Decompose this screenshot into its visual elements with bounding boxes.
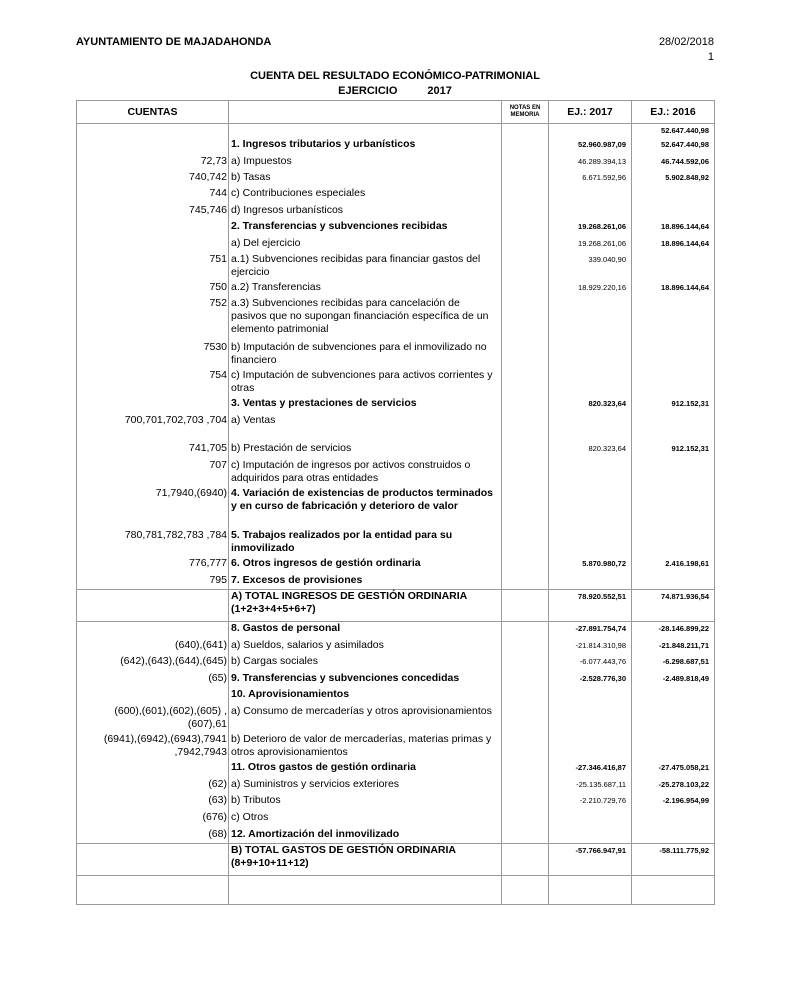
account-code: (68) xyxy=(77,828,229,844)
value-2017: 6.671.592,96 xyxy=(549,171,632,187)
account-code: 745,746 xyxy=(77,204,229,220)
table-row xyxy=(77,761,715,778)
account-code: 750 xyxy=(77,281,229,297)
table-row xyxy=(77,590,715,622)
value-2017: 5.870.980,72 xyxy=(549,557,632,574)
account-code: 72,73 xyxy=(77,155,229,171)
line-description: a) Sueldos, salarios y asimilados xyxy=(229,639,502,655)
value-2016: -2.489.818,49 xyxy=(632,672,715,688)
notes-cell xyxy=(502,155,549,171)
value-2016 xyxy=(632,459,715,487)
table-row xyxy=(77,672,715,688)
notes-cell xyxy=(502,876,549,905)
notes-cell xyxy=(502,672,549,688)
table-row xyxy=(77,414,715,442)
value-2017 xyxy=(549,414,632,442)
table-row xyxy=(77,733,715,761)
value-2017: 820.323,64 xyxy=(549,442,632,459)
value-2017: 46.289.394,13 xyxy=(549,155,632,171)
value-2017 xyxy=(549,574,632,590)
line-description: A) TOTAL INGRESOS DE GESTIÓN ORDINARIA (1+2+3+4+5+6+7) xyxy=(229,590,502,622)
notes-cell xyxy=(502,369,549,397)
account-code: 700,701,702,703 ,704 xyxy=(77,414,229,442)
value-2016: 912.152,31 xyxy=(632,397,715,414)
notes-cell xyxy=(502,733,549,761)
notes-cell xyxy=(502,237,549,253)
line-description: b) Cargas sociales xyxy=(229,655,502,672)
value-2017 xyxy=(549,124,632,138)
notes-cell xyxy=(502,639,549,655)
table-row xyxy=(77,794,715,811)
table-row xyxy=(77,204,715,220)
notes-cell xyxy=(502,414,549,442)
value-2016: -27.475.058,21 xyxy=(632,761,715,778)
value-2017: 78.920.552,51 xyxy=(549,590,632,622)
report-date: 28/02/2018 xyxy=(658,36,714,48)
value-2016 xyxy=(632,811,715,828)
report-subtitle xyxy=(76,85,714,97)
notes-cell xyxy=(502,705,549,733)
value-2017: 18.929.220,16 xyxy=(549,281,632,297)
value-2017: 19.268.261,06 xyxy=(549,237,632,253)
value-2017: -2.210.729,76 xyxy=(549,794,632,811)
notes-cell xyxy=(502,794,549,811)
value-2017 xyxy=(549,705,632,733)
line-description: 1. Ingresos tributarios y urbanísticos xyxy=(229,138,502,155)
account-code: 751 xyxy=(77,253,229,281)
value-2016: -6.298.687,51 xyxy=(632,655,715,672)
result-table xyxy=(76,100,715,905)
value-2016 xyxy=(632,414,715,442)
account-code: 776,777 xyxy=(77,557,229,574)
table-row xyxy=(77,187,715,204)
table-row xyxy=(77,529,715,557)
table-row xyxy=(77,442,715,459)
value-2016: -58.111.775,92 xyxy=(632,844,715,876)
table-row xyxy=(77,622,715,639)
table-row xyxy=(77,557,715,574)
table-row xyxy=(77,171,715,187)
notes-cell xyxy=(502,397,549,414)
value-2016 xyxy=(632,574,715,590)
line-description: 3. Ventas y prestaciones de servicios xyxy=(229,397,502,414)
notes-cell xyxy=(502,828,549,844)
value-2016: 2.416.198,61 xyxy=(632,557,715,574)
value-2017 xyxy=(549,297,632,341)
table-row xyxy=(77,341,715,369)
value-2017: -6.077.443,76 xyxy=(549,655,632,672)
line-description: c) Contribuciones especiales xyxy=(229,187,502,204)
value-2016 xyxy=(632,369,715,397)
value-2017 xyxy=(549,733,632,761)
notes-cell xyxy=(502,459,549,487)
table-row xyxy=(77,811,715,828)
value-2016 xyxy=(632,187,715,204)
line-description: b) Tributos xyxy=(229,794,502,811)
line-description: b) Tasas xyxy=(229,171,502,187)
value-2017 xyxy=(549,529,632,557)
value-2016: 18.896.144,64 xyxy=(632,281,715,297)
account-code xyxy=(77,220,229,237)
table-row xyxy=(77,639,715,655)
table-row xyxy=(77,297,715,341)
table-row xyxy=(77,253,715,281)
line-description xyxy=(229,124,502,138)
account-code: 71,7940,(6940) xyxy=(77,487,229,529)
account-code: 744 xyxy=(77,187,229,204)
value-2017: -27.346.416,87 xyxy=(549,761,632,778)
value-2016 xyxy=(632,828,715,844)
table-row xyxy=(77,459,715,487)
value-2016: 46.744.592,06 xyxy=(632,155,715,171)
table-row xyxy=(77,369,715,397)
column-header-notas: NOTAS EN MEMORIA xyxy=(502,101,549,124)
line-description: 11. Otros gastos de gestión ordinaria xyxy=(229,761,502,778)
value-2017: -2.528.776,30 xyxy=(549,672,632,688)
line-description: a.1) Subvenciones recibidas para financiar gastos del ejercicio xyxy=(229,253,502,281)
line-description: a) Impuestos xyxy=(229,155,502,171)
table-row xyxy=(77,778,715,794)
notes-cell xyxy=(502,844,549,876)
line-description: 5. Trabajos realizados por la entidad para su inmovilizado xyxy=(229,529,502,557)
account-code xyxy=(77,124,229,138)
line-description: d) Ingresos urbanísticos xyxy=(229,204,502,220)
account-code xyxy=(77,590,229,622)
value-2016 xyxy=(632,253,715,281)
line-description: 7. Excesos de provisiones xyxy=(229,574,502,590)
account-code: (62) xyxy=(77,778,229,794)
line-description: a.3) Subvenciones recibidas para cancelación de pasivos que no supongan financiación específica de un elemento patrimonial xyxy=(229,297,502,341)
table-row xyxy=(77,876,715,905)
notes-cell xyxy=(502,778,549,794)
line-description: b) Prestación de servicios xyxy=(229,442,502,459)
report-title: CUENTA DEL RESULTADO ECONÓMICO-PATRIMONIAL xyxy=(250,70,540,82)
table-row xyxy=(77,574,715,590)
table-row xyxy=(77,138,715,155)
notes-cell xyxy=(502,761,549,778)
value-2016 xyxy=(632,705,715,733)
value-2017: -57.766.947,91 xyxy=(549,844,632,876)
table-row xyxy=(77,705,715,733)
value-2016 xyxy=(632,688,715,705)
line-description: c) Imputación de subvenciones para activos corrientes y otras xyxy=(229,369,502,397)
value-2017 xyxy=(549,204,632,220)
value-2016 xyxy=(632,487,715,529)
table-header-row xyxy=(77,101,715,124)
value-2016: 5.902.848,92 xyxy=(632,171,715,187)
value-2016: 912.152,31 xyxy=(632,442,715,459)
value-2016: 52.647.440,98 xyxy=(632,124,715,138)
line-description: 8. Gastos de personal xyxy=(229,622,502,639)
account-code xyxy=(77,688,229,705)
value-2017 xyxy=(549,876,632,905)
value-2016 xyxy=(632,341,715,369)
account-code: (676) xyxy=(77,811,229,828)
value-2017: 339.040,90 xyxy=(549,253,632,281)
notes-cell xyxy=(502,281,549,297)
value-2016: -21.848.211,71 xyxy=(632,639,715,655)
table-row xyxy=(77,155,715,171)
notes-cell xyxy=(502,574,549,590)
value-2017 xyxy=(549,487,632,529)
notes-cell xyxy=(502,297,549,341)
line-description: B) TOTAL GASTOS DE GESTIÓN ORDINARIA (8+9+10+11+12) xyxy=(229,844,502,876)
value-2017: 820.323,64 xyxy=(549,397,632,414)
account-code: 795 xyxy=(77,574,229,590)
value-2017: 19.268.261,06 xyxy=(549,220,632,237)
account-code: 7530 xyxy=(77,341,229,369)
notes-cell xyxy=(502,171,549,187)
column-header-cuentas: CUENTAS xyxy=(77,101,229,124)
account-code: (6941),(6942),(6943),7941 ,7942,7943 xyxy=(77,733,229,761)
value-2017: 52.960.987,09 xyxy=(549,138,632,155)
value-2017: -27.891.754,74 xyxy=(549,622,632,639)
notes-cell xyxy=(502,655,549,672)
line-description: b) Deterioro de valor de mercaderías, materias primas y otros aprovisionamientos xyxy=(229,733,502,761)
line-description: 12. Amortización del inmovilizado xyxy=(229,828,502,844)
table-row xyxy=(77,397,715,414)
table-row xyxy=(77,844,715,876)
line-description: c) Imputación de ingresos por activos construidos o adquiridos para otras entidades xyxy=(229,459,502,487)
value-2017: -25.135.687,11 xyxy=(549,778,632,794)
value-2016 xyxy=(632,529,715,557)
line-description: a) Suministros y servicios exteriores xyxy=(229,778,502,794)
notes-cell xyxy=(502,688,549,705)
account-code: (65) xyxy=(77,672,229,688)
line-description: 9. Transferencias y subvenciones concedidas xyxy=(229,672,502,688)
value-2016 xyxy=(632,876,715,905)
notes-cell xyxy=(502,124,549,138)
notes-cell xyxy=(502,622,549,639)
line-description: 10. Aprovisionamientos xyxy=(229,688,502,705)
account-code xyxy=(77,876,229,905)
value-2016: 18.896.144,64 xyxy=(632,220,715,237)
notes-cell xyxy=(502,220,549,237)
notes-cell xyxy=(502,442,549,459)
account-code xyxy=(77,844,229,876)
account-code: 740,742 xyxy=(77,171,229,187)
account-code: 754 xyxy=(77,369,229,397)
notes-cell xyxy=(502,811,549,828)
value-2016 xyxy=(632,204,715,220)
account-code xyxy=(77,397,229,414)
value-2016: 18.896.144,64 xyxy=(632,237,715,253)
line-description: a) Del ejercicio xyxy=(229,237,502,253)
exercise-year: 2017 xyxy=(427,85,452,97)
account-code: 707 xyxy=(77,459,229,487)
page-number: 1 xyxy=(707,51,714,63)
notes-cell xyxy=(502,590,549,622)
notes-cell xyxy=(502,557,549,574)
table-row xyxy=(77,281,715,297)
value-2016 xyxy=(632,733,715,761)
value-2017 xyxy=(549,688,632,705)
notes-cell xyxy=(502,529,549,557)
value-2017 xyxy=(549,369,632,397)
account-code: (640),(641) xyxy=(77,639,229,655)
account-code xyxy=(77,761,229,778)
account-code: 780,781,782,783 ,784 xyxy=(77,529,229,557)
account-code: 752 xyxy=(77,297,229,341)
value-2017: -21.814.310,98 xyxy=(549,639,632,655)
value-2016: 52.647.440,98 xyxy=(632,138,715,155)
account-code: (63) xyxy=(77,794,229,811)
line-description: 2. Transferencias y subvenciones recibidas xyxy=(229,220,502,237)
table-body xyxy=(77,124,715,905)
value-2016: -25.278.103,22 xyxy=(632,778,715,794)
account-code xyxy=(77,622,229,639)
value-2017 xyxy=(549,459,632,487)
line-description: b) Imputación de subvenciones para el inmovilizado no financiero xyxy=(229,341,502,369)
value-2016: -28.146.899,22 xyxy=(632,622,715,639)
table-row xyxy=(77,655,715,672)
account-code: (642),(643),(644),(645) xyxy=(77,655,229,672)
table-row xyxy=(77,237,715,253)
value-2016: -2.196.954,99 xyxy=(632,794,715,811)
value-2017 xyxy=(549,341,632,369)
value-2017 xyxy=(549,828,632,844)
line-description: 6. Otros ingresos de gestión ordinaria xyxy=(229,557,502,574)
table-row xyxy=(77,828,715,844)
table-row xyxy=(77,220,715,237)
table-row xyxy=(77,688,715,705)
account-code: 741,705 xyxy=(77,442,229,459)
line-description: a) Ventas xyxy=(229,414,502,442)
line-description xyxy=(229,876,502,905)
organization-name: AYUNTAMIENTO DE MAJADAHONDA xyxy=(76,36,272,48)
value-2017 xyxy=(549,811,632,828)
notes-cell xyxy=(502,204,549,220)
notes-cell xyxy=(502,341,549,369)
exercise-label: EJERCICIO xyxy=(338,85,398,97)
column-header-2017: EJ.: 2017 xyxy=(549,101,632,124)
line-description: c) Otros xyxy=(229,811,502,828)
table-row xyxy=(77,487,715,529)
value-2017 xyxy=(549,187,632,204)
account-code xyxy=(77,138,229,155)
column-header-2016: EJ.: 2016 xyxy=(632,101,715,124)
line-description: a) Consumo de mercaderías y otros aprovisionamientos xyxy=(229,705,502,733)
value-2016 xyxy=(632,297,715,341)
value-2016: 74.871.936,54 xyxy=(632,590,715,622)
line-description: 4. Variación de existencias de productos terminados y en curso de fabricación y deterioro de valor xyxy=(229,487,502,529)
notes-cell xyxy=(502,487,549,529)
account-code: (600),(601),(602),(605) ,(607),61 xyxy=(77,705,229,733)
notes-cell xyxy=(502,187,549,204)
column-header-description xyxy=(229,101,502,124)
notes-cell xyxy=(502,138,549,155)
table-row xyxy=(77,124,715,138)
notes-cell xyxy=(502,253,549,281)
account-code xyxy=(77,237,229,253)
line-description: a.2) Transferencias xyxy=(229,281,502,297)
